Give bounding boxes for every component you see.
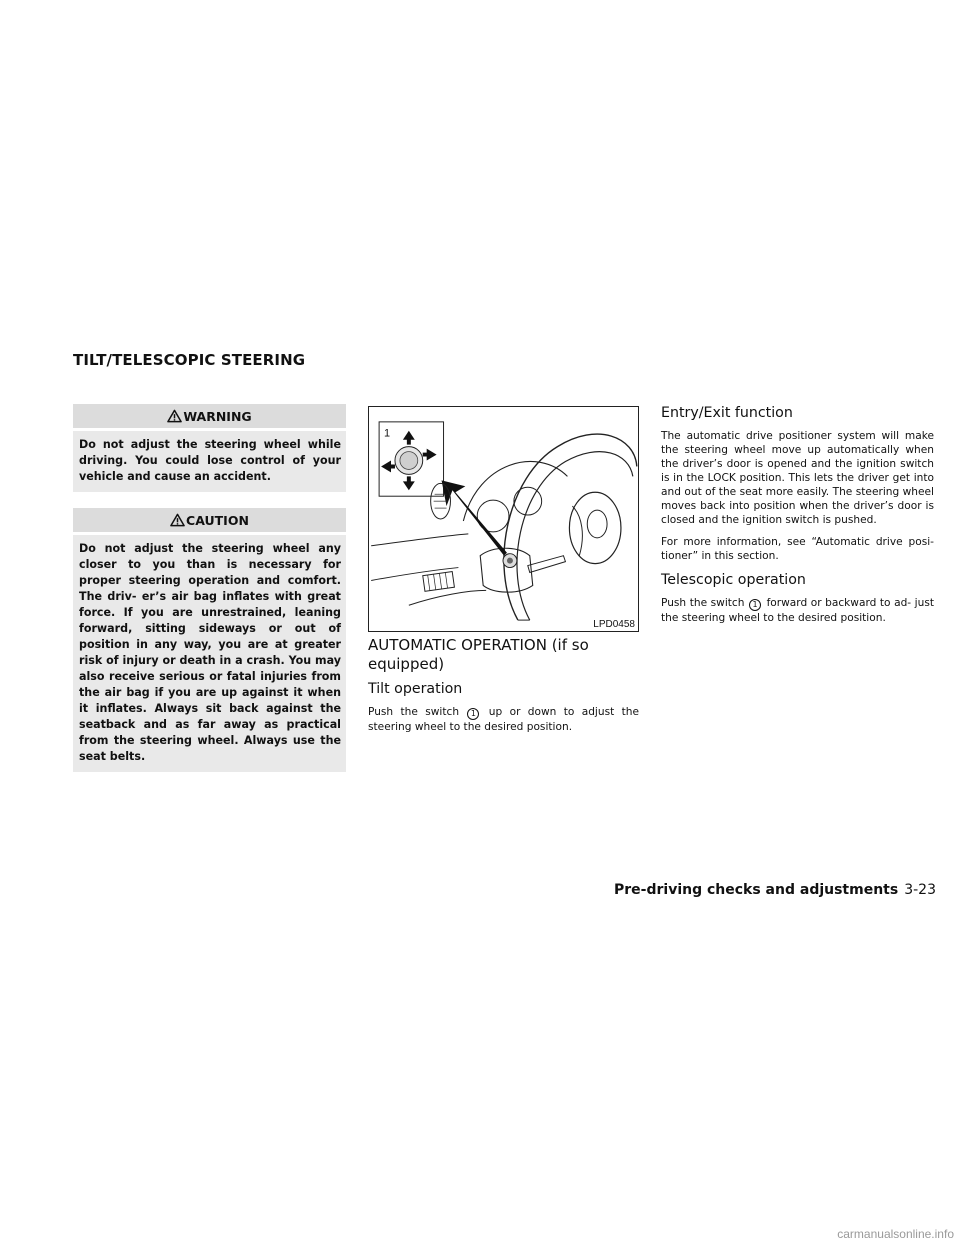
tilt-operation-heading: Tilt operation (368, 681, 463, 697)
figure-code: LPD0458 (593, 619, 635, 630)
safety-notices (73, 404, 346, 772)
chapter-title: Pre-driving checks and adjustments (614, 882, 899, 898)
telescopic-operation-heading: Telescopic operation (661, 572, 806, 588)
switch-marker-1: 1 (749, 599, 761, 611)
warning-text: Do not adjust the steering wheel while driving. You could lose control of your vehicle and cause an accident. (73, 431, 346, 492)
warning-triangle-icon (167, 409, 182, 423)
warning-heading: WARNING (183, 408, 252, 424)
page-footer (580, 879, 936, 898)
figure-callout-number: 1 (384, 427, 391, 440)
tilt-operation-text: Push the switch 1 up or down to adjust the steering wheel to the desired position. (368, 706, 640, 733)
automatic-operation-section (368, 636, 639, 742)
watermark: carmanualsonline.info (837, 1227, 954, 1241)
entry-exit-paragraph-1: The automatic drive positioner system will make the steering wheel move up automatically when the driver’s door is opened and the ignition switch is in the LOCK position. This lets the driver get into and out of the seat more easily. The steering wheel moves back into position when the driver’s door is closed and the ignition switch is pushed. (661, 430, 934, 526)
telescopic-operation-text: Push the switch 1 forward or backward to ad- just the steering wheel to the desired position. (661, 597, 935, 624)
caution-text: Do not adjust the steering wheel any closer to you than is necessary for proper steering operation and comfort. The driv- er’s air bag inflates with great force. If you are unrestrained, leaning forward, sitting sideways or out of position in any way, you are at greater risk of injury or death in a crash. You may also receive serious or fatal injuries from the air bag if you are up against it when it inflates. Always sit back against the seatback and as far away as practical from the steering wheel. Always use the seat belts. (73, 535, 346, 772)
steering-column-drawing (369, 407, 638, 631)
caution-triangle-icon (170, 513, 185, 527)
switch-marker-1: 1 (467, 708, 479, 720)
caution-heading: CAUTION (186, 512, 249, 528)
entry-exit-heading: Entry/Exit function (661, 405, 793, 421)
page-number: 3-23 (904, 882, 936, 898)
section-title: TILT/TELESCOPIC STEERING (73, 351, 306, 369)
automatic-operation-heading: AUTOMATIC OPERATION (if so equipped) (368, 636, 589, 673)
entry-exit-paragraph-2: For more information, see “Automatic drive posi- tioner” in this section. (661, 536, 934, 562)
steering-switch-illustration (368, 406, 639, 632)
entry-exit-section (661, 404, 934, 633)
caution-header (73, 508, 346, 532)
warning-header (73, 404, 346, 428)
